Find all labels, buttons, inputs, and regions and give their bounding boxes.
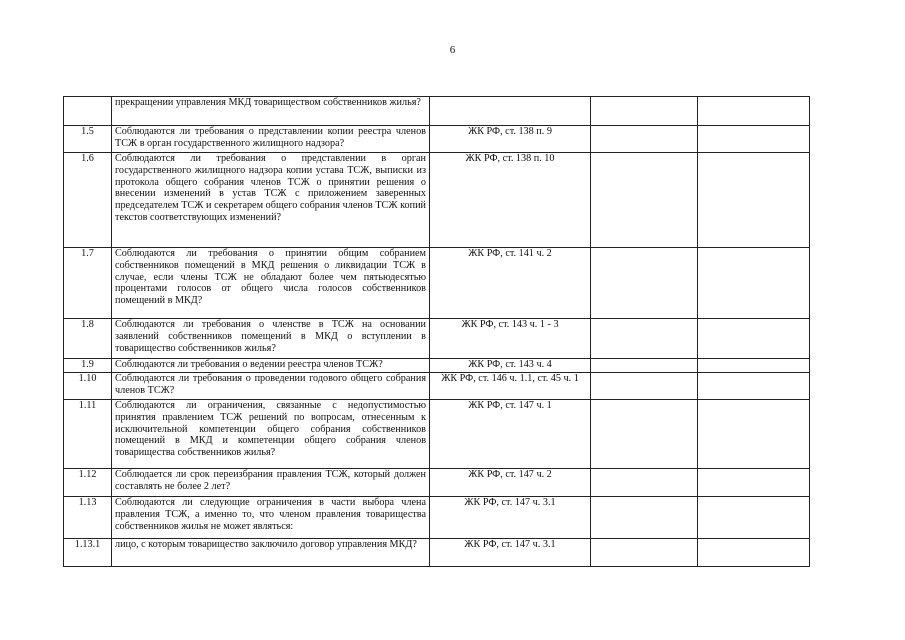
- table-row: [64, 400, 810, 469]
- answer-cell: [591, 359, 698, 373]
- item-number: 1.13: [64, 497, 112, 539]
- legal-reference: ЖК РФ, ст. 147 ч. 3.1: [430, 539, 591, 567]
- question-text: Соблюдаются ли требования о принятии общим собранием собственников помещений в МКД решения о ликвидации ТСЖ в случае, если члены ТСЖ не обладают более чем пятьюдесятью процентами голосов от общего числа голосов собственников помещений в МКД?: [112, 248, 430, 319]
- page-number: 6: [449, 44, 456, 56]
- item-number: 1.5: [64, 126, 112, 153]
- note-cell: [698, 497, 810, 539]
- item-number: 1.6: [64, 153, 112, 248]
- question-text: Соблюдается ли срок переизбрания правления ТСЖ, который должен составлять не более 2 лет?: [112, 469, 430, 497]
- question-text: лицо, с которым товарищество заключило договор управления МКД?: [112, 539, 430, 567]
- item-number: 1.12: [64, 469, 112, 497]
- legal-reference: ЖК РФ, ст. 138 п. 10: [430, 153, 591, 248]
- table-row: [64, 319, 810, 359]
- legal-reference: ЖК РФ, ст. 147 ч. 1: [430, 400, 591, 469]
- item-number: 1.7: [64, 248, 112, 319]
- legal-reference: ЖК РФ, ст. 138 п. 9: [430, 126, 591, 153]
- table-row: [64, 97, 810, 126]
- table-row: [64, 153, 810, 248]
- answer-cell: [591, 97, 698, 126]
- item-number: 1.10: [64, 373, 112, 400]
- answer-cell: [591, 248, 698, 319]
- question-text: прекращении управления МКД товариществом собственников жилья?: [112, 97, 430, 126]
- legal-reference: ЖК РФ, ст. 143 ч. 4: [430, 359, 591, 373]
- answer-cell: [591, 126, 698, 153]
- table-row: [64, 469, 810, 497]
- legal-reference: ЖК РФ, ст. 147 ч. 3.1: [430, 497, 591, 539]
- question-text: Соблюдаются ли ограничения, связанные с недопустимостью принятия правлением ТСЖ решений по вопросам, отнесенным к исключительной компетенции общего собрания собственников помещений в МКД и компетенции общего собрания членов товарищества собственников жилья?: [112, 400, 430, 469]
- answer-cell: [591, 539, 698, 567]
- note-cell: [698, 539, 810, 567]
- note-cell: [698, 319, 810, 359]
- legal-reference: ЖК РФ, ст. 147 ч. 2: [430, 469, 591, 497]
- item-number: 1.13.1: [64, 539, 112, 567]
- legal-reference: ЖК РФ, ст. 146 ч. 1.1, ст. 45 ч. 1: [430, 373, 591, 400]
- table-row: [64, 373, 810, 400]
- answer-cell: [591, 373, 698, 400]
- item-number: [64, 97, 112, 126]
- item-number: 1.8: [64, 319, 112, 359]
- note-cell: [698, 359, 810, 373]
- question-text: Соблюдаются ли требования о проведении годового общего собрания членов ТСЖ?: [112, 373, 430, 400]
- answer-cell: [591, 469, 698, 497]
- note-cell: [698, 400, 810, 469]
- note-cell: [698, 153, 810, 248]
- answer-cell: [591, 153, 698, 248]
- answer-cell: [591, 319, 698, 359]
- legal-reference: ЖК РФ, ст. 143 ч. 1 - 3: [430, 319, 591, 359]
- table-row: [64, 126, 810, 153]
- table-row: [64, 359, 810, 373]
- note-cell: [698, 469, 810, 497]
- checklist-table: [63, 96, 810, 567]
- answer-cell: [591, 400, 698, 469]
- question-text: Соблюдаются ли требования о членстве в ТСЖ на основании заявлений собственников помещений в МКД о вступлении в товарищество собственников жилья?: [112, 319, 430, 359]
- answer-cell: [591, 497, 698, 539]
- note-cell: [698, 97, 810, 126]
- legal-reference: ЖК РФ, ст. 141 ч. 2: [430, 248, 591, 319]
- note-cell: [698, 373, 810, 400]
- question-text: Соблюдаются ли требования о представлении копии реестра членов ТСЖ в орган государственного жилищного надзора?: [112, 126, 430, 153]
- note-cell: [698, 248, 810, 319]
- question-text: Соблюдаются ли требования о ведении реестра членов ТСЖ?: [112, 359, 430, 373]
- table-row: [64, 248, 810, 319]
- note-cell: [698, 126, 810, 153]
- item-number: 1.9: [64, 359, 112, 373]
- legal-reference: [430, 97, 591, 126]
- question-text: Соблюдаются ли требования о представлении в орган государственного жилищного надзора копии устава ТСЖ, выписки из протокола общего собрания членов ТСЖ о принятии решения о внесении изменений в устав ТСЖ с приложением заверенных председателем ТСЖ и секретарем общего собрания членов ТСЖ копий текстов соответствующих изменений?: [112, 153, 430, 248]
- question-text: Соблюдаются ли следующие ограничения в части выбора члена правления ТСЖ, а именно то, что членом правления товарищества собственников жилья не может являться:: [112, 497, 430, 539]
- table-row: [64, 539, 810, 567]
- table-row: [64, 497, 810, 539]
- item-number: 1.11: [64, 400, 112, 469]
